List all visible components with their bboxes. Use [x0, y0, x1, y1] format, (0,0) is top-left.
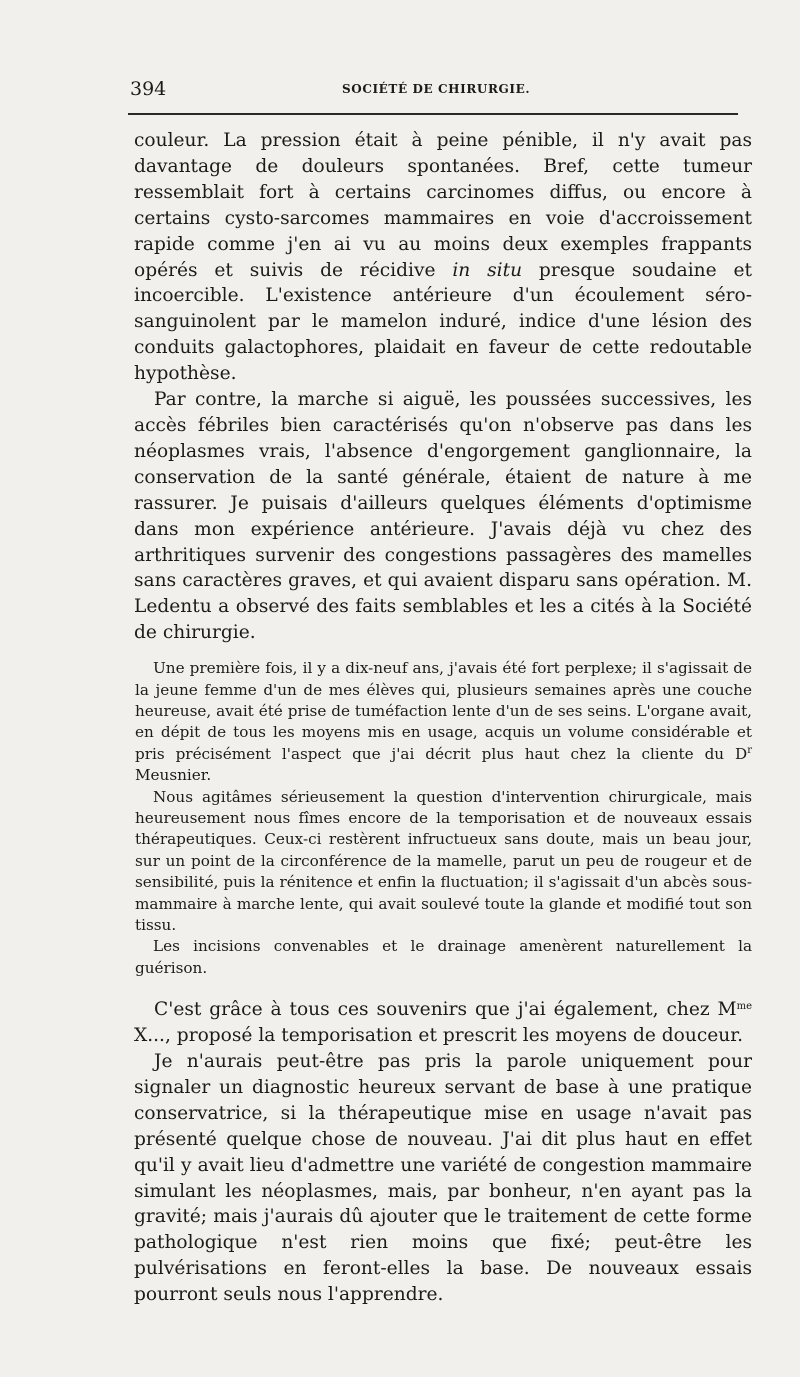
small-paragraph-1-text-b: Meusnier. — [135, 766, 212, 785]
paragraph-3-text-b: X..., proposé la temporisation et prescrit les moyens de douceur. — [134, 1025, 743, 1047]
paragraph-1-text-a: couleur. La pression était à peine pénible, il n'y avait pas davantage de douleurs spontanées. Bref, cette tumeur ressemblait fort à certains carcinomes diffus, ou encore à certains cysto-sarcomes mammaires en voie d'accroissement rapide comme j'en ai vu au moins deux exemples frappants opérés et suivis de récidive — [134, 130, 752, 281]
page-number: 394 — [130, 78, 167, 100]
running-title: SOCIÉTÉ DE CHIRURGIE. — [342, 82, 531, 96]
small-paragraph-1-sup: r — [747, 744, 752, 756]
paragraph-3-sup: me — [736, 1001, 752, 1013]
running-header — [130, 78, 750, 102]
paragraph-1-text-b: presque soudaine et incoercible. L'existence antérieure d'un écoulement séro-sanguinolent par le mamelon induré, indice d'une lésion des conduits galactophores, plaidait en faveur de cette redoutable hypothèse. — [134, 259, 752, 385]
small-paragraph-2: Nous agitâmes sérieusement la question d'intervention chirurgicale, mais heureusement nous fîmes encore de la temporisation et de nouveaux essais thérapeutiques. Ceux-ci restèrent infructueux sans doute, mais un beau jour, sur un point de la circonférence de la mamelle, parut un peu de rougeur et de sensibilité, puis la rénitence et enfin la fluctuation; il s'agissait d'un abcès sous-mammaire à marche lente, qui avait soulevé toute la glande et modifié tout son tissu. — [135, 787, 752, 934]
paragraph-1 — [134, 128, 752, 387]
small-paragraph-1-text-a: Une première fois, il y a dix-neuf ans, j'avais été fort perplexe; il s'agissait de la jeune femme d'un de mes élèves qui, plusieurs semaines après une couche heureuse, avait été prise de tuméfaction lente d'un de ses seins. L'organe avait, en dépit de tous les moyens mis en usage, acquis un volume considérable et pris précisément l'aspect que j'ai décrit plus haut chez la cliente du D — [135, 659, 752, 763]
header-rule — [128, 113, 738, 115]
small-paragraph-3: Les incisions convenables et le drainage amenèrent naturellement la guérison. — [135, 937, 752, 977]
paragraph-1-italic: in situ — [452, 259, 523, 281]
paragraph-4: Je n'aurais peut-être pas pris la parole uniquement pour signaler un diagnostic heureux servant de base à une pratique conservatrice, si la thérapeutique mise en usage n'avait pas présenté quelque chose de nouveau. J'ai dit plus haut en effet qu'il y avait lieu d'admettre une variété de congestion mammaire simulant les néoplasmes, mais, par bonheur, n'en ayant pas la gravité; mais j'aurais dû ajouter que le traitement de cette forme pathologique n'est rien moins que fixé; peut-être les pulvérisations en feront-elles la base. De nouveaux essais pourront seuls nous l'apprendre. — [134, 1051, 752, 1306]
paragraph-3-text-a: C'est grâce à tous ces souvenirs que j'ai également, chez M — [154, 999, 737, 1021]
page-body — [134, 128, 752, 1308]
paragraph-2: Par contre, la marche si aiguë, les poussées successives, les accès fébriles bien caractérisés qu'on n'observe pas dans les néoplasmes vrais, l'absence d'engorgement ganglionnaire, la conservation de la santé générale, étaient de nature à me rassurer. Je puisais d'ailleurs quelques éléments d'optimisme dans mon expérience antérieure. J'avais déjà vu chez des arthritiques survenir des congestions passagères des mamelles sans caractères graves, et qui avaient disparu sans opération. M. Ledentu a observé des faits semblables et les a cités à la Société de chirurgie. — [134, 389, 752, 644]
paragraph-3 — [134, 997, 752, 1049]
small-paragraph-1 — [135, 658, 752, 786]
